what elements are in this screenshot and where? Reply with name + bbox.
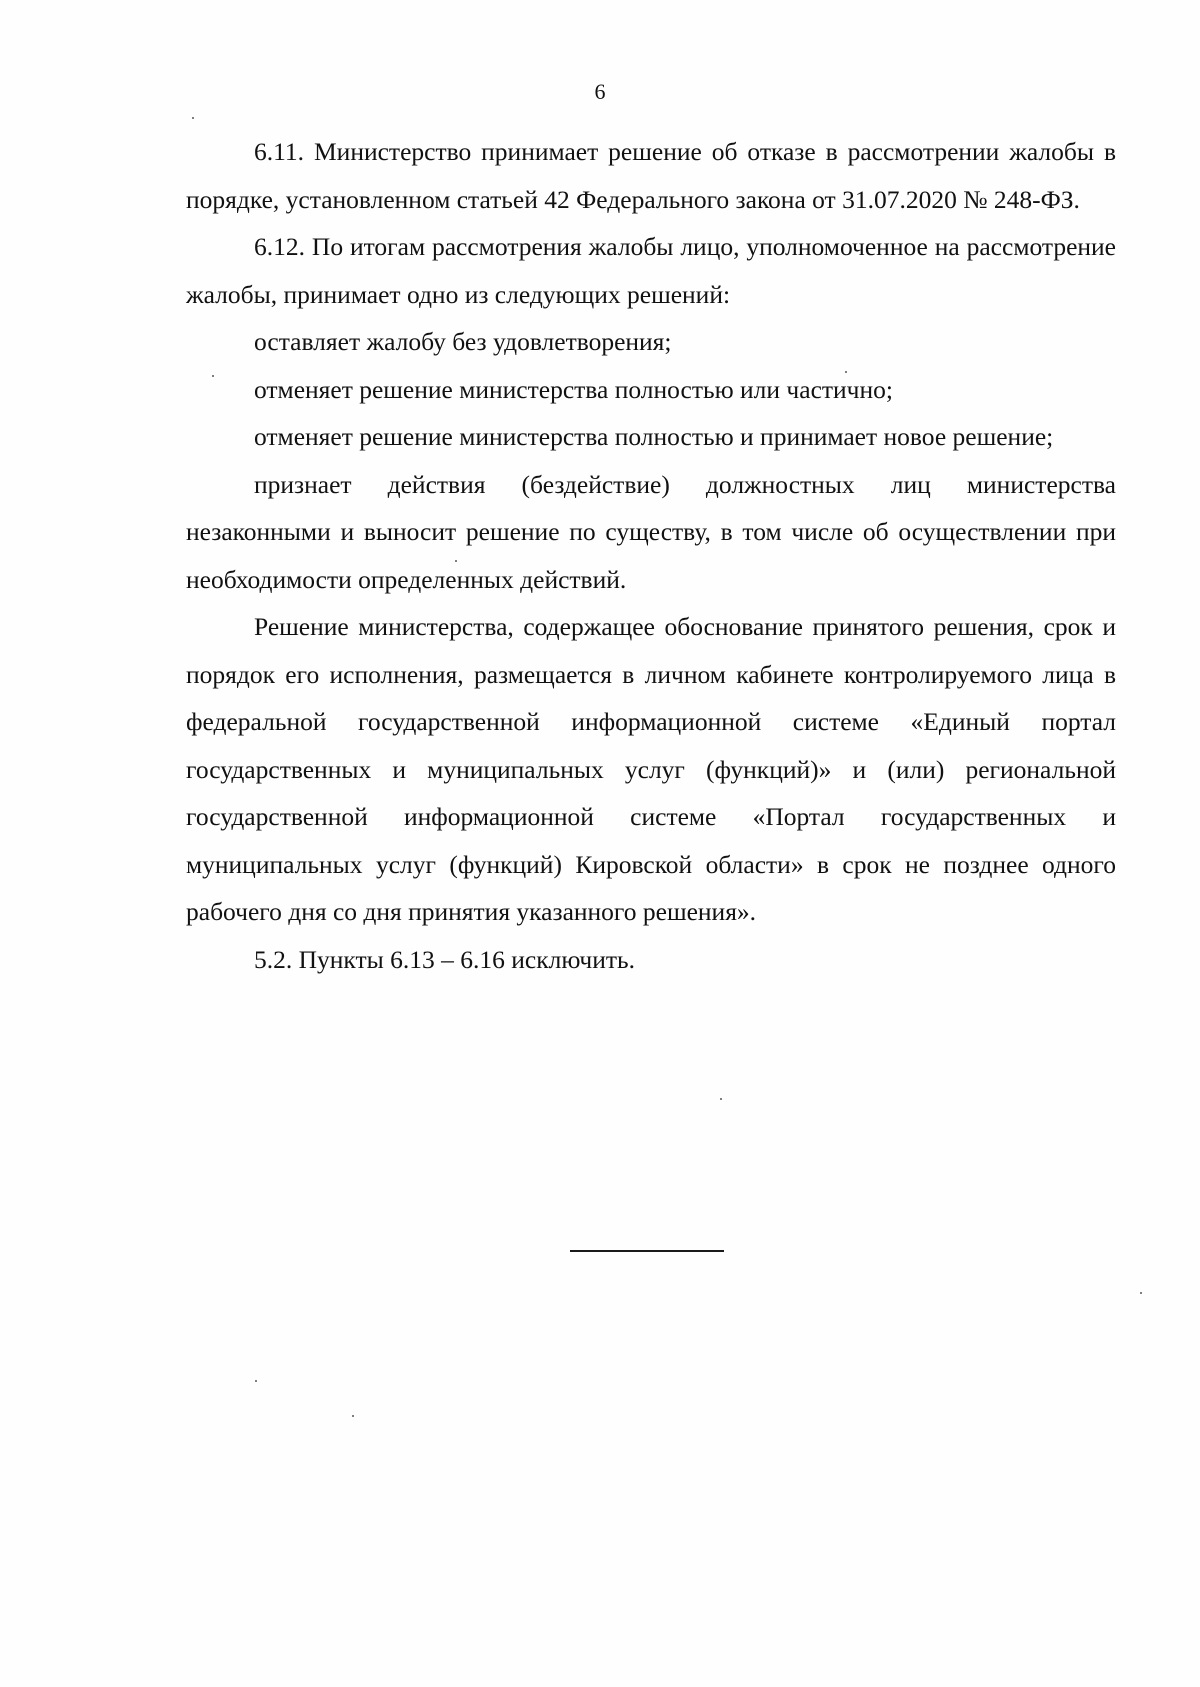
- decision-option-4: признает действия (бездействие) должностных лиц министерства незаконными и выносит решение по существу, в том числе об осуществлении при необходимости определенных действий.: [186, 469, 1116, 594]
- scan-speck: [255, 1380, 257, 1382]
- scan-speck: [845, 371, 847, 373]
- decision-option-3: отменяет решение министерства полностью и принимает новое решение;: [254, 422, 1054, 451]
- paragraph-6-11: 6.11. Министерство принимает решение об отказе в рассмотрении жалобы в порядке, установленном статьей 42 Федерального закона от 31.07.2020 № 248-ФЗ.: [186, 137, 1116, 214]
- scan-speck: [192, 117, 194, 119]
- scan-speck: [1140, 1292, 1142, 1294]
- paragraph-6-12: 6.12. По итогам рассмотрения жалобы лицо, уполномоченное на рассмотрение жалобы, принимает одно из следующих решений:: [186, 232, 1116, 309]
- scan-speck: [212, 375, 214, 377]
- paragraph-decision-publication: Решение министерства, содержащее обоснование принятого решения, срок и порядок его исполнения, размещается в личном кабинете контролируемого лица в федеральной государственной информационной системе «Единый портал государственных и муниципальных услуг (функций)» и (или) региональной государственной информационной системе «Портал государственных и муниципальных услуг (функций) Кировской области» в срок не позднее одного рабочего дня со дня принятия указанного решения».: [186, 612, 1116, 926]
- scan-speck: [352, 1415, 354, 1417]
- scan-speck: [720, 1098, 722, 1100]
- paragraph-5-2: 5.2. Пункты 6.13 – 6.16 исключить.: [254, 944, 636, 974]
- document-body: [186, 128, 1116, 983]
- page-number: 6: [594, 79, 606, 104]
- decision-option-2: отменяет решение министерства полностью или частично;: [254, 374, 893, 404]
- scan-speck: [455, 560, 457, 562]
- decision-option-1: оставляет жалобу без удовлетворения;: [254, 327, 672, 356]
- end-separator-line: [570, 1250, 724, 1252]
